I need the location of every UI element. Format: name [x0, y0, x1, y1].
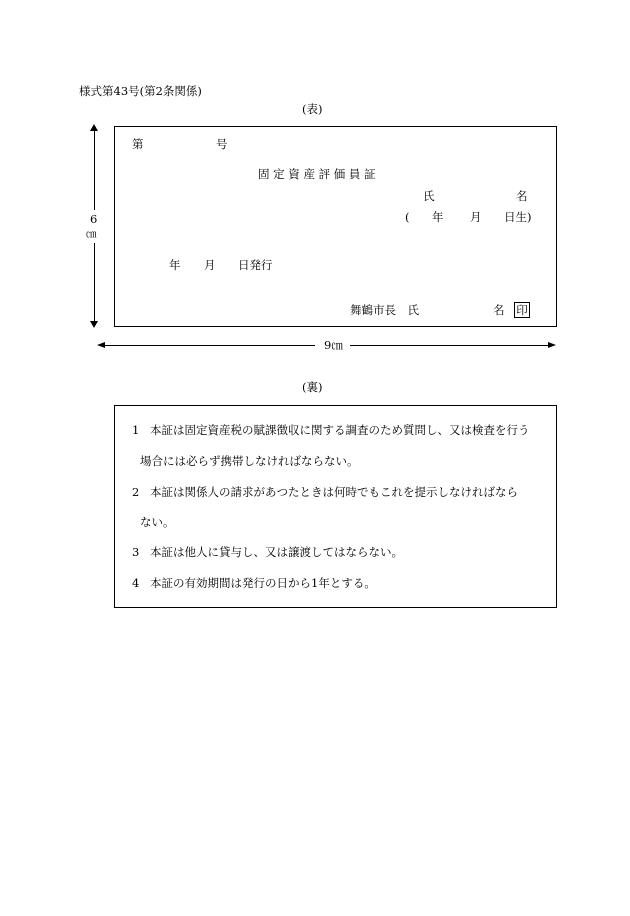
- issue-day-label: 日発行: [238, 258, 273, 272]
- width-dimension-line-right: [350, 345, 548, 346]
- back-side-label: (裏): [302, 380, 323, 394]
- item-4-number: 4: [132, 576, 140, 590]
- front-card: [114, 126, 557, 327]
- item-2-line-1: 本証は関係人の請求があつたときは何時でもこれを提示しなければなら: [150, 485, 518, 499]
- item-4-line-1: 本証の有効期間は発行の日から1年とする。: [150, 576, 376, 590]
- name-label-1: 氏: [423, 189, 435, 203]
- height-dimension-number: 6: [90, 212, 98, 226]
- height-arrow-bottom-icon: [90, 321, 98, 328]
- item-1-line-2: 場合には必らず携帯しなければならない。: [140, 454, 359, 468]
- number-suffix: 号: [216, 137, 228, 151]
- width-dimension-line-left: [104, 345, 315, 346]
- mayor-label: 舞鶴市長 氏: [350, 303, 419, 317]
- number-prefix: 第: [132, 137, 144, 151]
- front-side-label: (表): [302, 102, 323, 116]
- height-dimension-line-top: [94, 130, 95, 210]
- name-label-2: 名: [516, 189, 528, 203]
- issue-month-label: 月: [204, 258, 216, 272]
- mayor-name-label: 名: [493, 303, 505, 317]
- birth-day-label: 日生): [504, 210, 532, 224]
- height-dimension-line-bottom: [94, 243, 95, 321]
- width-dimension-label: 9㎝: [324, 338, 343, 352]
- issue-year-label: 年: [169, 258, 181, 272]
- item-2-line-2: ない。: [140, 515, 175, 529]
- seal-mark: 印: [514, 302, 530, 318]
- width-arrow-right-icon: [548, 342, 556, 348]
- birth-month-label: 月: [470, 210, 482, 224]
- height-dimension-unit: ㎝: [86, 228, 97, 240]
- item-3-number: 3: [132, 545, 140, 559]
- item-2-number: 2: [132, 485, 140, 499]
- item-1-line-1: 本証は固定資産税の賦課徴収に関する調査のため質問し、又は検査を行う: [150, 423, 530, 437]
- item-3-line-1: 本証は他人に貸与し、又は譲渡してはならない。: [150, 545, 403, 559]
- birth-open-paren: (: [405, 210, 410, 224]
- item-1-number: 1: [132, 423, 140, 437]
- form-label: 様式第43号(第2条関係): [79, 84, 202, 98]
- birth-year-label: 年: [432, 210, 444, 224]
- card-title: 固 定 資 産 評 価 員 証: [258, 167, 376, 181]
